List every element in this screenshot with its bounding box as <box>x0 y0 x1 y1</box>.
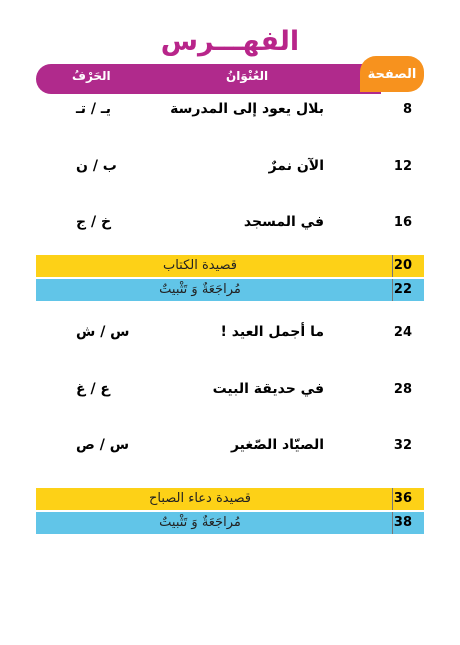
band-page: 38 <box>393 515 412 530</box>
row-letters: س / ص <box>76 437 130 453</box>
row-title: في المسجد <box>243 214 324 230</box>
row-title: في حديقة البيت <box>212 381 324 397</box>
band-title: قصيدة الكتاب <box>162 258 238 273</box>
row-title: الآن نمرٌ <box>268 158 324 174</box>
header-title-label: العُنْوَانُ <box>226 69 269 83</box>
row-letters: ب / ن <box>76 158 117 174</box>
row-letters: ع / غ <box>76 381 110 397</box>
row-letters: خ / ج <box>76 214 112 230</box>
row-page: 28 <box>393 382 412 397</box>
review-band[interactable] <box>36 279 424 301</box>
band-title: قصيدة دعاء الصباح <box>148 491 252 506</box>
row-letters: س / ش <box>76 324 130 340</box>
table-row[interactable] <box>36 323 424 345</box>
row-title: بلال يعود إلى المدرسة <box>170 101 324 117</box>
review-band[interactable] <box>36 488 424 510</box>
row-letters: يـ / تـ <box>76 101 111 117</box>
table-row[interactable] <box>36 380 424 402</box>
band-page: 22 <box>393 282 412 297</box>
row-page: 32 <box>393 438 412 453</box>
band-page: 36 <box>393 491 412 506</box>
band-divider <box>392 512 393 534</box>
row-page: 8 <box>402 102 412 117</box>
band-page: 20 <box>393 258 412 273</box>
table-row[interactable] <box>36 436 424 458</box>
row-title: ما أجمل العيد ! <box>220 324 324 340</box>
table-header <box>36 64 381 94</box>
band-divider <box>392 279 393 301</box>
table-row[interactable] <box>36 100 424 122</box>
band-title: مُراجَعَةٌ وَ تَثْبيتٌ <box>159 515 241 530</box>
band-divider <box>392 488 393 510</box>
row-page: 12 <box>393 159 412 174</box>
row-page: 16 <box>393 215 412 230</box>
table-row[interactable] <box>36 157 424 179</box>
band-divider <box>392 255 393 277</box>
band-title: مُراجَعَةٌ وَ تَثْبيتٌ <box>159 282 241 297</box>
row-page: 24 <box>393 325 412 340</box>
header-page-badge: الصفحة <box>360 56 424 92</box>
review-band[interactable] <box>36 512 424 534</box>
row-title: الصيّاد الصّغير <box>230 437 324 453</box>
review-band[interactable] <box>36 255 424 277</box>
table-row[interactable] <box>36 213 424 235</box>
header-letter-label: الحَرْفُ <box>72 69 111 83</box>
page-title: الفهـــرس <box>160 26 300 57</box>
